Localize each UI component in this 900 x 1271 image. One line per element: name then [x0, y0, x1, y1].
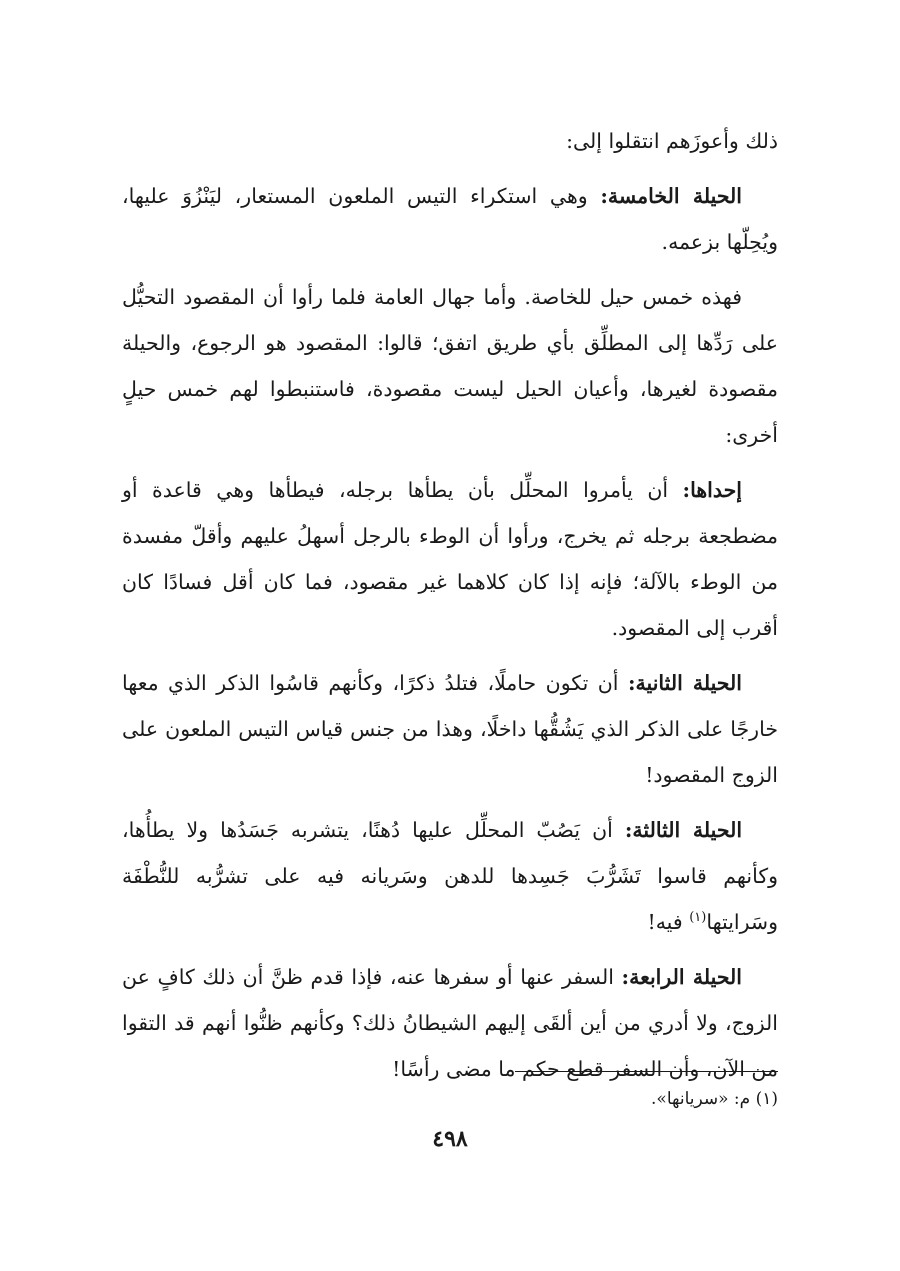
- term-fifth-trick: الحيلة الخامسة:: [600, 184, 743, 208]
- term-fourth-trick: الحيلة الرابعة:: [621, 965, 742, 989]
- paragraph-intro: ذلك وأعوزَهم انتقلوا إلى:: [566, 129, 778, 153]
- paragraph-text: فيه!: [647, 910, 690, 934]
- paragraph-fifth-trick: [122, 173, 778, 265]
- footnote-reference[interactable]: (١): [689, 910, 707, 926]
- paragraph-third-trick: [122, 807, 778, 945]
- footnote-divider: [515, 1071, 778, 1072]
- footnote: (١) م: «سريانها».: [651, 1089, 778, 1109]
- page-body: [122, 118, 778, 1101]
- paragraph-text: السفر عنها أو سفرها عنه، فإذا قدم ظنَّ أن ذلك كافٍ عن الزوج، ولا أدري من أين ألقَى إليهم الشيطانُ ذلك؟ وكأنهم ظنُّوا أنهم قد التقوا من الآن، وأن السفر قطع حكم ما مضى رأسًا!: [122, 965, 778, 1081]
- paragraph-first-trick: [122, 467, 778, 651]
- paragraph-text: أن يأمروا المحلِّل بأن يطأها برجله، فيطأها وهي قاعدة أو مضطجعة برجله ثم يخرج، ورأوا أن الوطء بالرجل أسهلُ عليهم وأقلّ مفسدة من الوطء بالآلة؛ فإنه إذا كان كلاهما غير مقصود، فما كان أقل فسادًا كان أقرب إلى المقصود.: [122, 478, 778, 640]
- paragraph-text: أن تكون حاملًا، فتلدُ ذكرًا، وكأنهم قاسُوا الذكر الذي معها خارجًا على الذكر الذي يَشُقُّها داخلًا، وهذا من جنس قياس التيس الملعون على الزوج المقصود!: [122, 671, 778, 787]
- paragraph-text: أن يَصُبّ المحلِّل عليها دُهنًا، يتشربه جَسَدُها ولا يطأُها، وكأنهم قاسوا تَشَرُّبَ جَسِدها للدهن وسَريانه فيه على تشرُّبه للنُّطْفَة وسَرايتها: [122, 818, 778, 934]
- paragraph-second-trick: [122, 660, 778, 798]
- paragraph-text: وهي استكراء التيس الملعون المستعار، ليَنْزُوَ عليها، ويُحِلّها بزعمه.: [122, 184, 778, 254]
- page-number: ٤٩٨: [432, 1126, 468, 1152]
- paragraph-five-tricks: فهذه خمس حيل للخاصة. وأما جهال العامة فلما رأوا أن المقصود التحيُّل على رَدِّها إلى المطلِّق بأي طريق اتفق؛ قالوا: المقصود هو الرجوع، والحيلة مقصودة لغيرها، وأعيان الحيل ليست مقصودة، فاستنبطوا لهم خمس حيلٍ أخرى:: [122, 285, 778, 447]
- term-second-trick: الحيلة الثانية:: [627, 671, 742, 695]
- term-third-trick: الحيلة الثالثة:: [624, 818, 743, 842]
- term-first-trick: إحداها:: [682, 478, 742, 502]
